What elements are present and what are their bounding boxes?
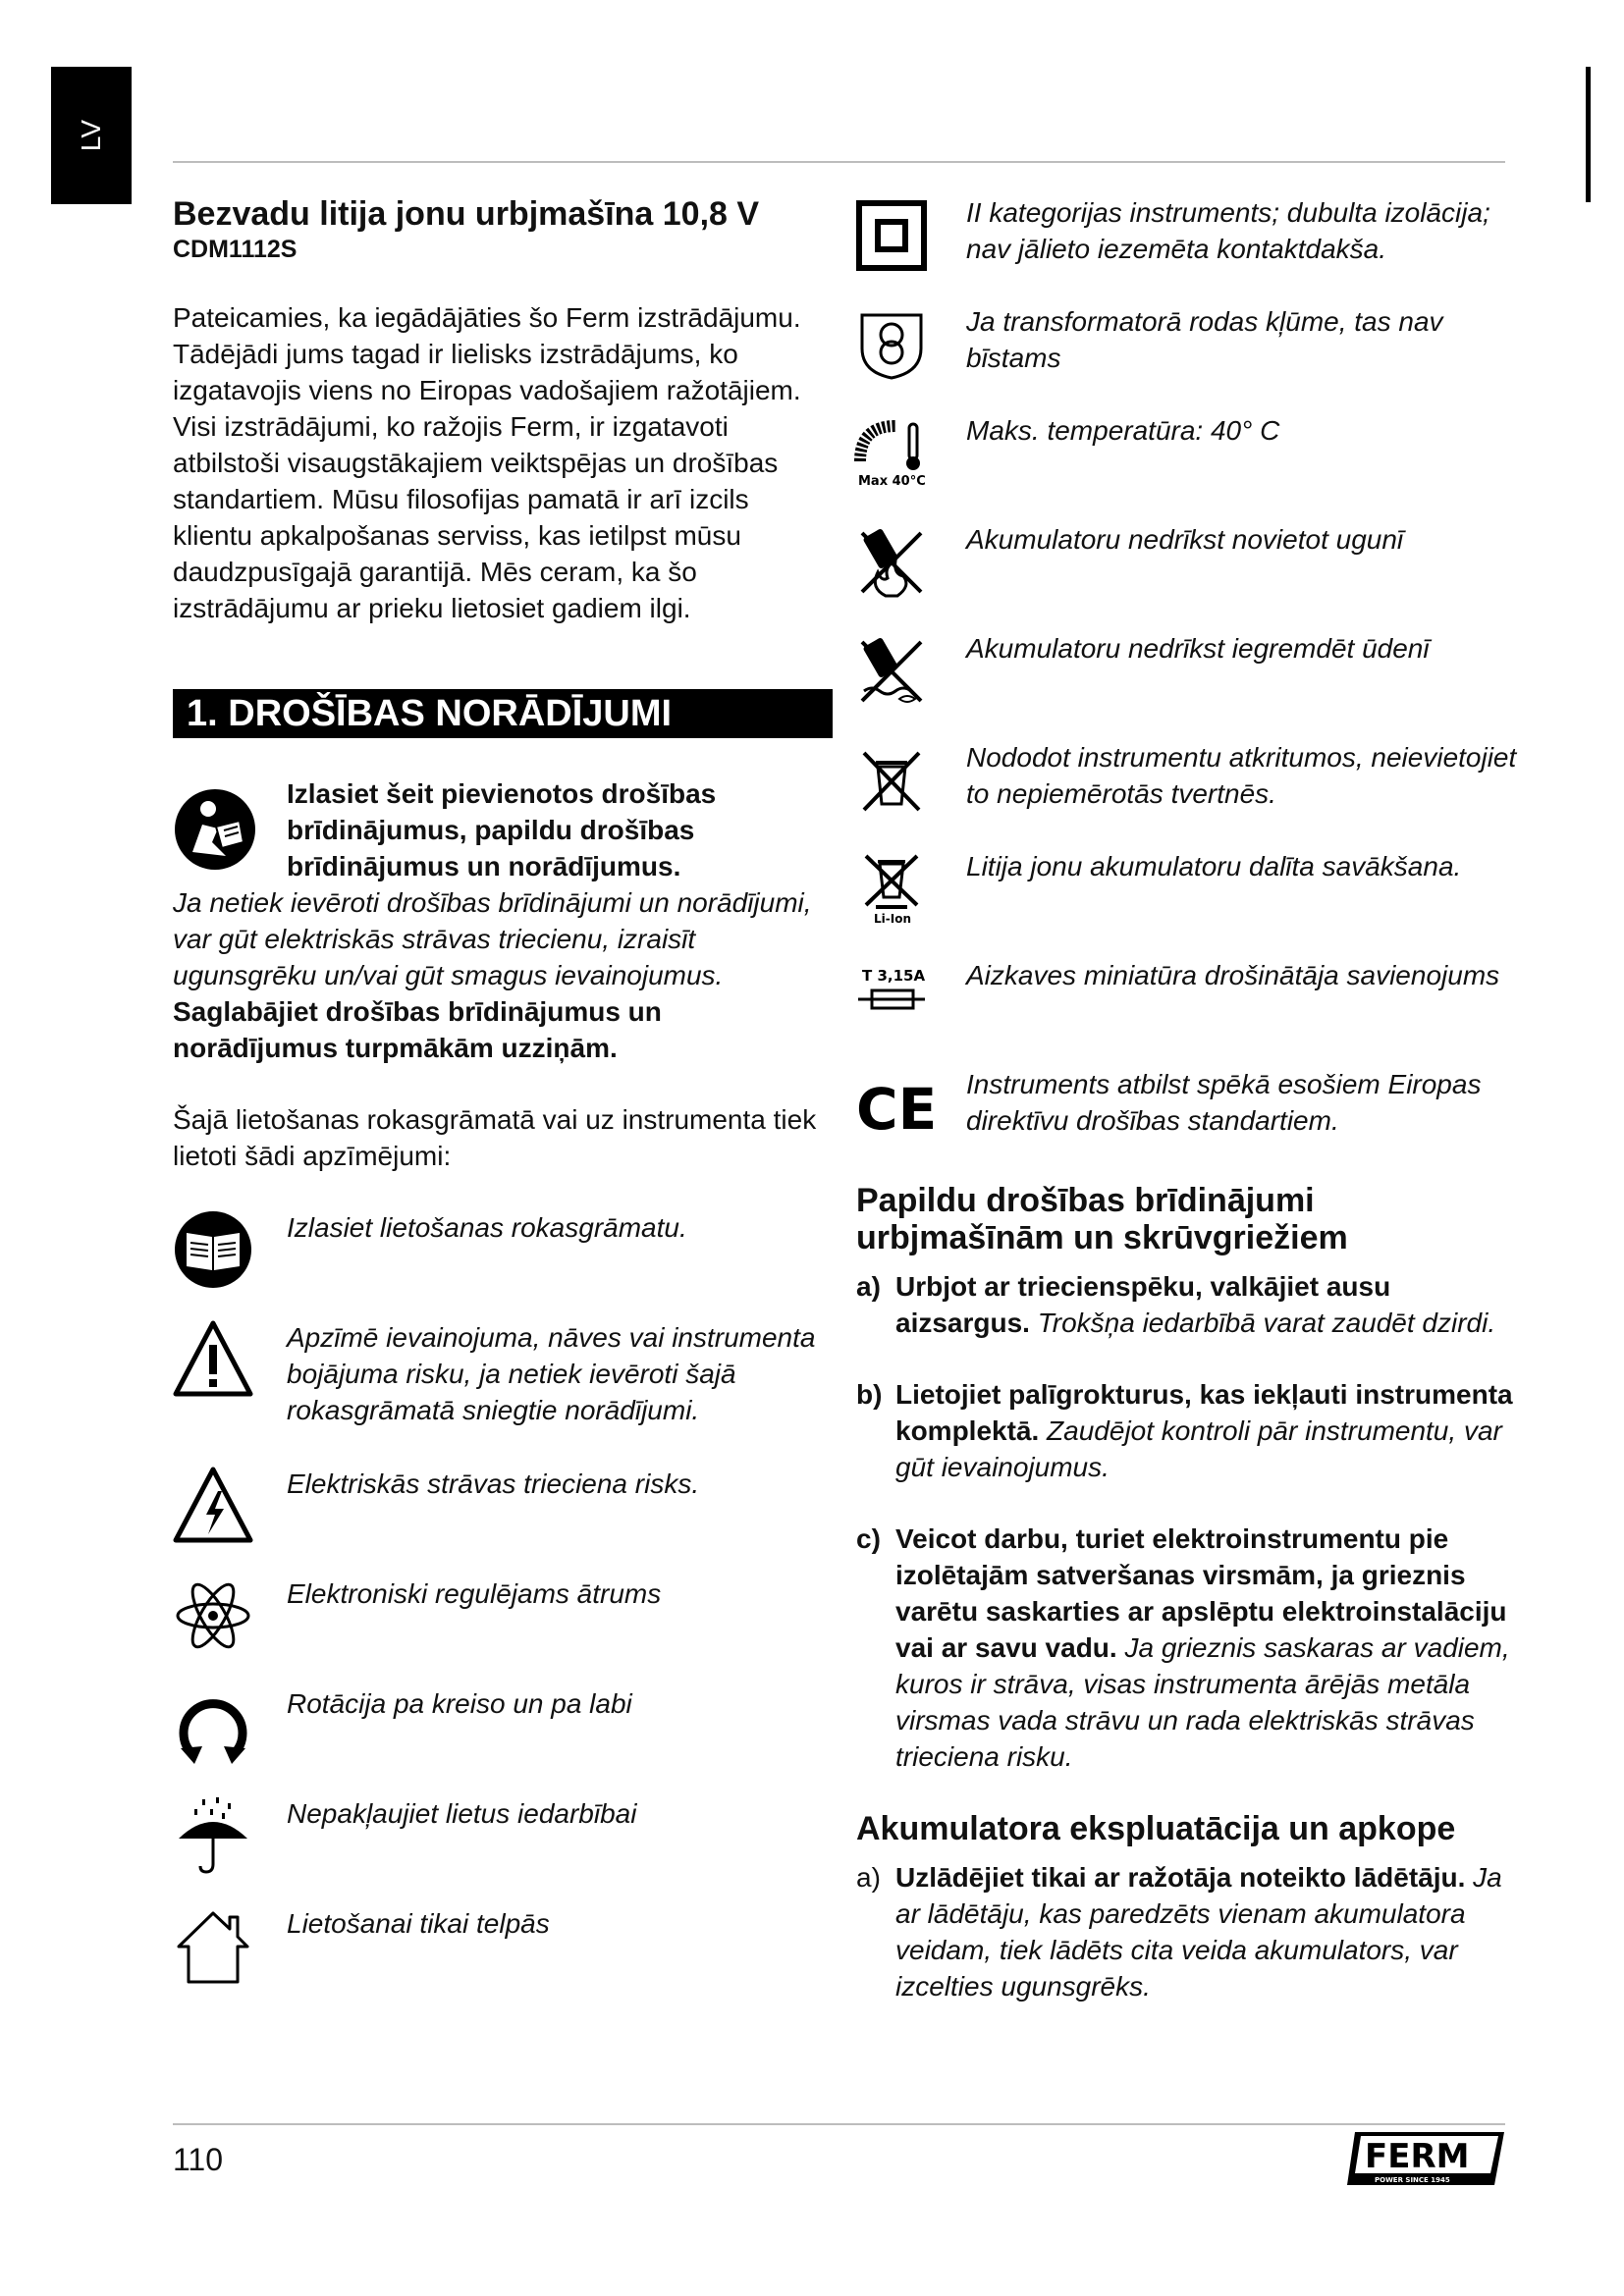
warning-item-c bbox=[856, 1521, 1524, 1775]
li-ion-bin-icon bbox=[856, 854, 927, 925]
symbol-text: Maks. temperatūra: 40° C bbox=[966, 415, 1280, 446]
warning-triangle-icon bbox=[173, 1319, 253, 1400]
rotation-icon bbox=[173, 1685, 253, 1766]
battery-heading: Akumulatora ekspluatācija un apkope bbox=[856, 1810, 1456, 1847]
item-bold: Uzlādējiet tikai ar ražotāja noteikto lādētāju. bbox=[895, 1862, 1466, 1893]
page-number: 110 bbox=[173, 2142, 224, 2177]
symbol-row bbox=[856, 1066, 1524, 1143]
battery-item-a bbox=[856, 1859, 1524, 2004]
manual-book-icon bbox=[173, 1209, 253, 1290]
read-italic: Ja netiek ievēroti drošības brīdinājumi un norādījumi, var gūt elektriskās strāvas triecienu, izraisīt ugunsgrēku un/vai gūt smagus ievainojumus. bbox=[173, 887, 812, 990]
language-code: LV bbox=[76, 119, 106, 152]
symbol-text: Ja transformatorā rodas kļūme, tas nav bīstams bbox=[966, 306, 1443, 373]
fuse-label: T 3,15A bbox=[862, 967, 926, 985]
max-temp-label: Max 40°C bbox=[858, 474, 926, 489]
left-symbol-list bbox=[173, 1209, 833, 1978]
symbol-text: Aizkaves miniatūra drošinātāja savienojums bbox=[966, 960, 1500, 990]
item-label: a) bbox=[856, 1271, 881, 1302]
ferm-logo bbox=[1347, 2130, 1506, 2187]
symbol-row bbox=[856, 739, 1524, 812]
item-bold: Veicot darbu, turiet elektroinstrumentu pie izolētajām satveršanas virsmām, ja grieznis varētu saskarties ar apslēptu elektroinstalāciju vai ar savu vadu. bbox=[895, 1523, 1507, 1663]
page-edge-bar bbox=[1586, 67, 1591, 202]
double-insulation-icon bbox=[856, 200, 927, 271]
extra-warnings-heading: Papildu drošības brīdinājumi urbjmašīnām un skrūvgriežiem bbox=[856, 1182, 1348, 1256]
item-bold: Lietojiet palīgrokturus, kas iekļauti instrumenta komplektā. bbox=[895, 1379, 1513, 1446]
ce-label: CE bbox=[856, 1076, 938, 1143]
symbol-text: Elektroniski regulējams ātrums bbox=[287, 1578, 662, 1609]
symbol-row bbox=[173, 1466, 833, 1538]
no-fire-battery-icon bbox=[856, 527, 927, 598]
read-lead-bold: Izlasiet šeit pievienotos drošības brīdinājumus, papildu drošības brīdinājumus un norādījumus. bbox=[287, 778, 717, 881]
symbol-row bbox=[856, 194, 1524, 267]
symbol-row bbox=[173, 1319, 833, 1428]
item-label: a) bbox=[856, 1862, 881, 1893]
top-divider bbox=[173, 161, 1505, 163]
intro-paragraph: Pateicamies, ka iegādājāties šo Ferm izstrādājumu. Tādējādi jums tagad ir lielisks izstrādājums, ko izgatavojis viens no Eiropas vadošajiem ražotājiem. Visi izstrādājumi, ko ražojis Ferm, ir izgatavoti atbilstoši visaugstākajiem veiktspējas un drošības standartiem. Mūsu filosofijas pamatā ir arī izcils klientu apkalpošanas serviss, kas ietilpst mūsu daudzpusīgajā garantijā. Mēs ceram, ka šo izstrādājumu ar prieku lietosiet gadiem ilgi. bbox=[173, 302, 801, 623]
item-italic: Trokšņa iedarbībā varat zaudēt dzirdi. bbox=[1029, 1308, 1496, 1338]
symbol-row bbox=[856, 412, 1524, 489]
symbol-row bbox=[173, 1905, 833, 1978]
model-number: CDM1112S bbox=[173, 236, 298, 263]
symbol-text: Nepakļaujiet lietus iedarbībai bbox=[287, 1798, 637, 1829]
symbol-text: Rotācija pa kreiso un pa labi bbox=[287, 1688, 632, 1719]
symbol-text: Izlasiet lietošanas rokasgrāmatu. bbox=[287, 1212, 687, 1243]
symbol-row bbox=[856, 630, 1524, 703]
umbrella-rain-icon bbox=[173, 1795, 253, 1876]
symbol-text: Elektriskās strāvas trieciena risks. bbox=[287, 1468, 700, 1499]
warning-item-a bbox=[856, 1268, 1524, 1341]
item-italic: Ja ar lādētāju, kas paredzēts vienam akumulatora veidam, tiek lādēts cita veida akumulators, var izcelties ugunsgrēks. bbox=[895, 1862, 1502, 2002]
item-italic: Zaudējot kontroli pār instrumentu, var gūt ievainojumus. bbox=[895, 1415, 1502, 1482]
symbol-text: Nododot instrumentu atkritumos, neievietojiet to nepiemērotās tvertnēs. bbox=[966, 742, 1517, 809]
symbol-text: II kategorijas instruments; dubulta izolācija; nav jālieto iezemēta kontaktdakša. bbox=[966, 197, 1490, 264]
crossed-bin-icon bbox=[856, 745, 927, 816]
electric-shock-icon bbox=[173, 1466, 253, 1546]
symbol-text: Akumulatoru nedrīkst iegremdēt ūdenī bbox=[966, 633, 1430, 664]
logo-text: FERM bbox=[1365, 2137, 1470, 2176]
right-column bbox=[856, 194, 1524, 2004]
fuse-icon bbox=[856, 963, 927, 1034]
product-title: Bezvadu litija jonu urbjmašīna 10,8 V bbox=[173, 195, 760, 233]
symbol-text: Apzīmē ievainojuma, nāves vai instrumenta bojājuma risku, ja netiek ievēroti šajā rokasgrāmatā sniegtie norādījumi. bbox=[287, 1322, 816, 1425]
section-heading-safety: 1. DROŠĪBAS NORĀDĪJUMI bbox=[173, 689, 833, 738]
read-tail-bold: Saglabājiet drošības brīdinājumus un norādījumus turpmākām uzziņām. bbox=[173, 996, 662, 1063]
extra-warnings-section bbox=[856, 1182, 1524, 1775]
li-ion-label: Li-Ion bbox=[874, 912, 911, 926]
transformer-icon bbox=[856, 309, 927, 380]
item-label: b) bbox=[856, 1379, 883, 1410]
symbol-row bbox=[856, 303, 1524, 376]
left-column bbox=[173, 194, 833, 2015]
max-temperature-icon bbox=[856, 418, 927, 489]
symbol-text: Akumulatoru nedrīkst novietot ugunī bbox=[966, 524, 1404, 555]
warning-item-b bbox=[856, 1376, 1524, 1485]
item-bold: Urbjot ar triecienspēku, valkājiet ausu aizsargus. bbox=[895, 1271, 1391, 1338]
symbol-row bbox=[856, 521, 1524, 594]
symbol-row bbox=[856, 957, 1524, 1030]
symbol-row bbox=[173, 1575, 833, 1648]
symbol-text: Litija jonu akumulatoru dalīta savākšana. bbox=[966, 851, 1462, 881]
item-label: c) bbox=[856, 1523, 881, 1554]
logo-tagline: POWER SINCE 1945 bbox=[1375, 2176, 1450, 2184]
symbol-row bbox=[173, 1685, 833, 1758]
read-instructions-block bbox=[173, 775, 833, 1066]
ce-mark-icon bbox=[856, 1072, 938, 1143]
symbol-row bbox=[173, 1209, 833, 1282]
item-italic: Ja grieznis saskaras ar vadiem, kuros ir strāva, visas instrumenta ārējās metāla virsmas vada strāvu un rada elektriskās strāvas trieciena risku. bbox=[895, 1632, 1510, 1772]
battery-section bbox=[856, 1810, 1524, 2004]
read-manual-person-icon bbox=[173, 787, 257, 872]
symbol-text: Lietošanai tikai telpās bbox=[287, 1908, 550, 1939]
atom-icon bbox=[173, 1575, 253, 1656]
symbol-row bbox=[173, 1795, 833, 1868]
symbol-text: Instruments atbilst spēkā esošiem Eiropas direktīvu drošības standartiem. bbox=[966, 1069, 1482, 1136]
house-icon bbox=[173, 1905, 253, 1986]
bottom-divider bbox=[173, 2123, 1505, 2125]
language-tab bbox=[51, 67, 132, 204]
symbols-intro: Šajā lietošanas rokasgrāmatā vai uz instrumenta tiek lietoti šādi apzīmējumi: bbox=[173, 1104, 817, 1171]
no-water-battery-icon bbox=[856, 636, 927, 707]
symbol-row bbox=[856, 848, 1524, 926]
